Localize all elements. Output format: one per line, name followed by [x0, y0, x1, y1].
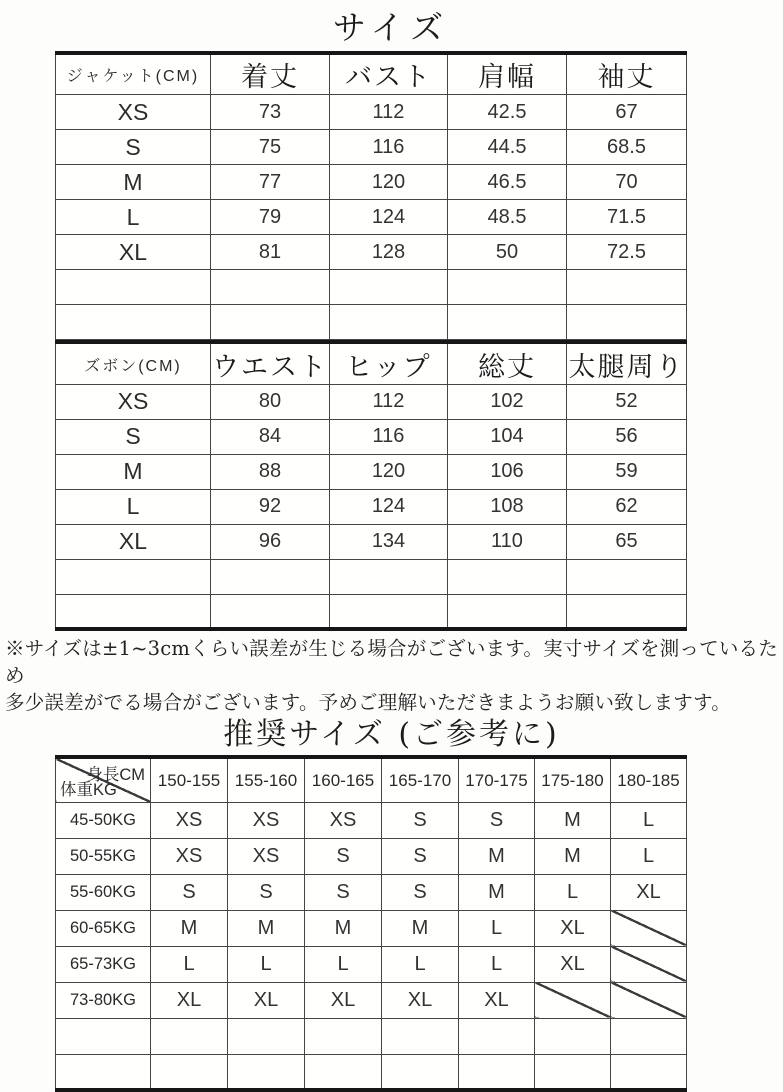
empty-cell: [228, 1054, 305, 1090]
recommended-size-cell: L: [151, 946, 228, 982]
value-cell: 106: [448, 454, 567, 489]
empty-row: [56, 270, 687, 305]
empty-cell: [448, 305, 567, 340]
size-label: L: [56, 489, 211, 524]
empty-cell: [305, 1054, 382, 1090]
empty-cell: [228, 1018, 305, 1054]
height-range-header: 155-160: [228, 757, 305, 802]
empty-cell: [151, 1018, 228, 1054]
weight-range-label: 60-65KG: [56, 910, 151, 946]
empty-cell: [535, 1018, 611, 1054]
jacket-row-xl: [56, 235, 687, 270]
weight-range-label: 45-50KG: [56, 802, 151, 838]
recommended-size-cell: XL: [535, 946, 611, 982]
recommended-size-cell: XL: [305, 982, 382, 1018]
empty-cell: [448, 559, 567, 594]
recommended-size-cell: S: [151, 874, 228, 910]
value-cell: 44.5: [448, 130, 567, 165]
value-cell: 84: [211, 419, 330, 454]
value-cell: 124: [330, 489, 448, 524]
empty-cell: [56, 1054, 151, 1090]
jacket-header-row: [56, 53, 687, 95]
pants-row-m: [56, 454, 687, 489]
size-label: S: [56, 419, 211, 454]
recommended-size-table: [55, 755, 687, 1092]
value-cell: 59: [567, 454, 687, 489]
value-cell: 73: [211, 95, 330, 130]
empty-cell: [448, 270, 567, 305]
crossed-out-cell: [611, 946, 687, 982]
height-weight-corner-cell: [56, 757, 151, 802]
value-cell: 116: [330, 419, 448, 454]
height-range-header: 175-180: [535, 757, 611, 802]
jacket-col-header: バスト: [330, 53, 448, 95]
weight-range-label: 73-80KG: [56, 982, 151, 1018]
recommended-size-cell: XL: [535, 910, 611, 946]
pants-col-header: 太腿周り: [567, 342, 687, 384]
pants-header-row: [56, 342, 687, 384]
empty-cell: [567, 559, 687, 594]
empty-cell: [611, 1054, 687, 1090]
empty-row: [56, 559, 687, 594]
value-cell: 67: [567, 95, 687, 130]
empty-cell: [567, 594, 687, 629]
jacket-corner-label: ジャケット(CM): [56, 53, 211, 95]
pants-row-xl: [56, 524, 687, 559]
pants-row-s: [56, 419, 687, 454]
value-cell: 92: [211, 489, 330, 524]
recommended-size-cell: L: [228, 946, 305, 982]
empty-row: [56, 305, 687, 340]
empty-cell: [56, 305, 211, 340]
pants-col-header: 総丈: [448, 342, 567, 384]
value-cell: 112: [330, 95, 448, 130]
jacket-row-s: [56, 130, 687, 165]
note-line: 多少誤差がでる場合がございます。予めご理解いただきまようお願い致しますす。: [5, 690, 731, 714]
recommended-size-cell: M: [228, 910, 305, 946]
value-cell: 42.5: [448, 95, 567, 130]
value-cell: 65: [567, 524, 687, 559]
value-cell: 128: [330, 235, 448, 270]
empty-cell: [211, 559, 330, 594]
recommended-size-cell: S: [305, 838, 382, 874]
height-range-header: 165-170: [382, 757, 459, 802]
recommended-header-row: [56, 757, 687, 802]
height-range-header: 150-155: [151, 757, 228, 802]
value-cell: 96: [211, 524, 330, 559]
value-cell: 80: [211, 384, 330, 419]
value-cell: 77: [211, 165, 330, 200]
size-label: M: [56, 165, 211, 200]
value-cell: 52: [567, 384, 687, 419]
recommended-size-cell: XL: [611, 874, 687, 910]
empty-cell: [330, 594, 448, 629]
recommended-row-73-80: [56, 982, 687, 1018]
pants-row-xs: [56, 384, 687, 419]
empty-row: [56, 1018, 687, 1054]
recommended-size-cell: XL: [228, 982, 305, 1018]
recommended-size-cell: L: [382, 946, 459, 982]
empty-cell: [211, 270, 330, 305]
empty-cell: [305, 1018, 382, 1054]
jacket-size-table: [55, 51, 687, 340]
crossed-out-cell: [535, 982, 611, 1018]
value-cell: 120: [330, 454, 448, 489]
recommended-size-cell: L: [611, 802, 687, 838]
empty-cell: [211, 594, 330, 629]
value-cell: 68.5: [567, 130, 687, 165]
recommended-row-55-60: [56, 874, 687, 910]
value-cell: 110: [448, 524, 567, 559]
value-cell: 88: [211, 454, 330, 489]
size-label: L: [56, 200, 211, 235]
jacket-row-m: [56, 165, 687, 200]
empty-cell: [459, 1054, 535, 1090]
size-label: XL: [56, 524, 211, 559]
empty-cell: [448, 594, 567, 629]
empty-cell: [459, 1018, 535, 1054]
recommended-size-cell: L: [459, 910, 535, 946]
empty-cell: [567, 305, 687, 340]
size-disclaimer-note: [5, 636, 781, 716]
size-label: XS: [56, 95, 211, 130]
value-cell: 102: [448, 384, 567, 419]
recommended-row-45-50: [56, 802, 687, 838]
value-cell: 79: [211, 200, 330, 235]
recommended-size-cell: XS: [228, 838, 305, 874]
weight-range-label: 55-60KG: [56, 874, 151, 910]
value-cell: 120: [330, 165, 448, 200]
empty-row: [56, 1054, 687, 1090]
recommended-size-cell: S: [382, 874, 459, 910]
recommended-size-cell: L: [305, 946, 382, 982]
recommended-size-cell: S: [459, 802, 535, 838]
pants-size-table: [55, 340, 687, 631]
value-cell: 81: [211, 235, 330, 270]
empty-cell: [535, 1054, 611, 1090]
recommended-size-cell: XS: [151, 802, 228, 838]
empty-cell: [567, 270, 687, 305]
height-axis-label: 身長CM: [86, 766, 145, 785]
pants-row-l: [56, 489, 687, 524]
empty-cell: [611, 1018, 687, 1054]
jacket-col-header: 肩幅: [448, 53, 567, 95]
value-cell: 104: [448, 419, 567, 454]
jacket-col-header: 袖丈: [567, 53, 687, 95]
recommended-size-cell: XL: [382, 982, 459, 1018]
jacket-col-header: 着丈: [211, 53, 330, 95]
note-line: ※サイズは±1~3cmくらい誤差が生じる場合がございます。実寸サイズを測っているため: [5, 637, 778, 687]
jacket-row-xs: [56, 95, 687, 130]
recommended-size-cell: S: [228, 874, 305, 910]
empty-cell: [151, 1054, 228, 1090]
value-cell: 72.5: [567, 235, 687, 270]
empty-cell: [330, 305, 448, 340]
empty-cell: [211, 305, 330, 340]
weight-axis-label: 体重KG: [60, 780, 117, 799]
empty-cell: [330, 559, 448, 594]
recommended-size-cell: M: [535, 838, 611, 874]
recommended-row-50-55: [56, 838, 687, 874]
empty-cell: [56, 559, 211, 594]
recommended-size-cell: XS: [305, 802, 382, 838]
crossed-out-cell: [611, 982, 687, 1018]
empty-cell: [382, 1054, 459, 1090]
empty-cell: [56, 270, 211, 305]
size-label: S: [56, 130, 211, 165]
recommended-size-cell: XS: [151, 838, 228, 874]
height-range-header: 180-185: [611, 757, 687, 802]
recommended-size-cell: L: [459, 946, 535, 982]
recommended-row-65-73: [56, 946, 687, 982]
empty-row: [56, 594, 687, 629]
value-cell: 56: [567, 419, 687, 454]
size-label: XL: [56, 235, 211, 270]
recommended-size-cell: L: [535, 874, 611, 910]
recommended-size-cell: S: [305, 874, 382, 910]
recommended-size-title: 推奨サイズ (ご参考に): [223, 717, 560, 753]
value-cell: 70: [567, 165, 687, 200]
value-cell: 124: [330, 200, 448, 235]
recommended-size-cell: M: [459, 838, 535, 874]
empty-cell: [56, 594, 211, 629]
height-range-header: 160-165: [305, 757, 382, 802]
height-range-header: 170-175: [459, 757, 535, 802]
pants-col-header: ヒップ: [330, 342, 448, 384]
recommended-size-cell: S: [382, 802, 459, 838]
value-cell: 112: [330, 384, 448, 419]
recommended-size-cell: M: [382, 910, 459, 946]
recommended-row-60-65: [56, 910, 687, 946]
recommended-size-cell: M: [459, 874, 535, 910]
recommended-size-cell: L: [611, 838, 687, 874]
recommended-size-cell: M: [535, 802, 611, 838]
size-label: XS: [56, 384, 211, 419]
page-title: サイズ: [332, 8, 451, 47]
size-label: M: [56, 454, 211, 489]
value-cell: 116: [330, 130, 448, 165]
weight-range-label: 65-73KG: [56, 946, 151, 982]
value-cell: 48.5: [448, 200, 567, 235]
value-cell: 50: [448, 235, 567, 270]
recommended-size-cell: XS: [228, 802, 305, 838]
jacket-row-l: [56, 200, 687, 235]
recommended-size-cell: XL: [151, 982, 228, 1018]
empty-cell: [330, 270, 448, 305]
empty-cell: [382, 1018, 459, 1054]
value-cell: 134: [330, 524, 448, 559]
value-cell: 108: [448, 489, 567, 524]
pants-corner-label: ズボン(CM): [56, 342, 211, 384]
weight-range-label: 50-55KG: [56, 838, 151, 874]
value-cell: 62: [567, 489, 687, 524]
crossed-out-cell: [611, 910, 687, 946]
value-cell: 71.5: [567, 200, 687, 235]
recommended-size-cell: XL: [459, 982, 535, 1018]
pants-col-header: ウエスト: [211, 342, 330, 384]
value-cell: 75: [211, 130, 330, 165]
recommended-size-cell: M: [305, 910, 382, 946]
recommended-size-cell: S: [382, 838, 459, 874]
recommended-size-cell: M: [151, 910, 228, 946]
value-cell: 46.5: [448, 165, 567, 200]
empty-cell: [56, 1018, 151, 1054]
